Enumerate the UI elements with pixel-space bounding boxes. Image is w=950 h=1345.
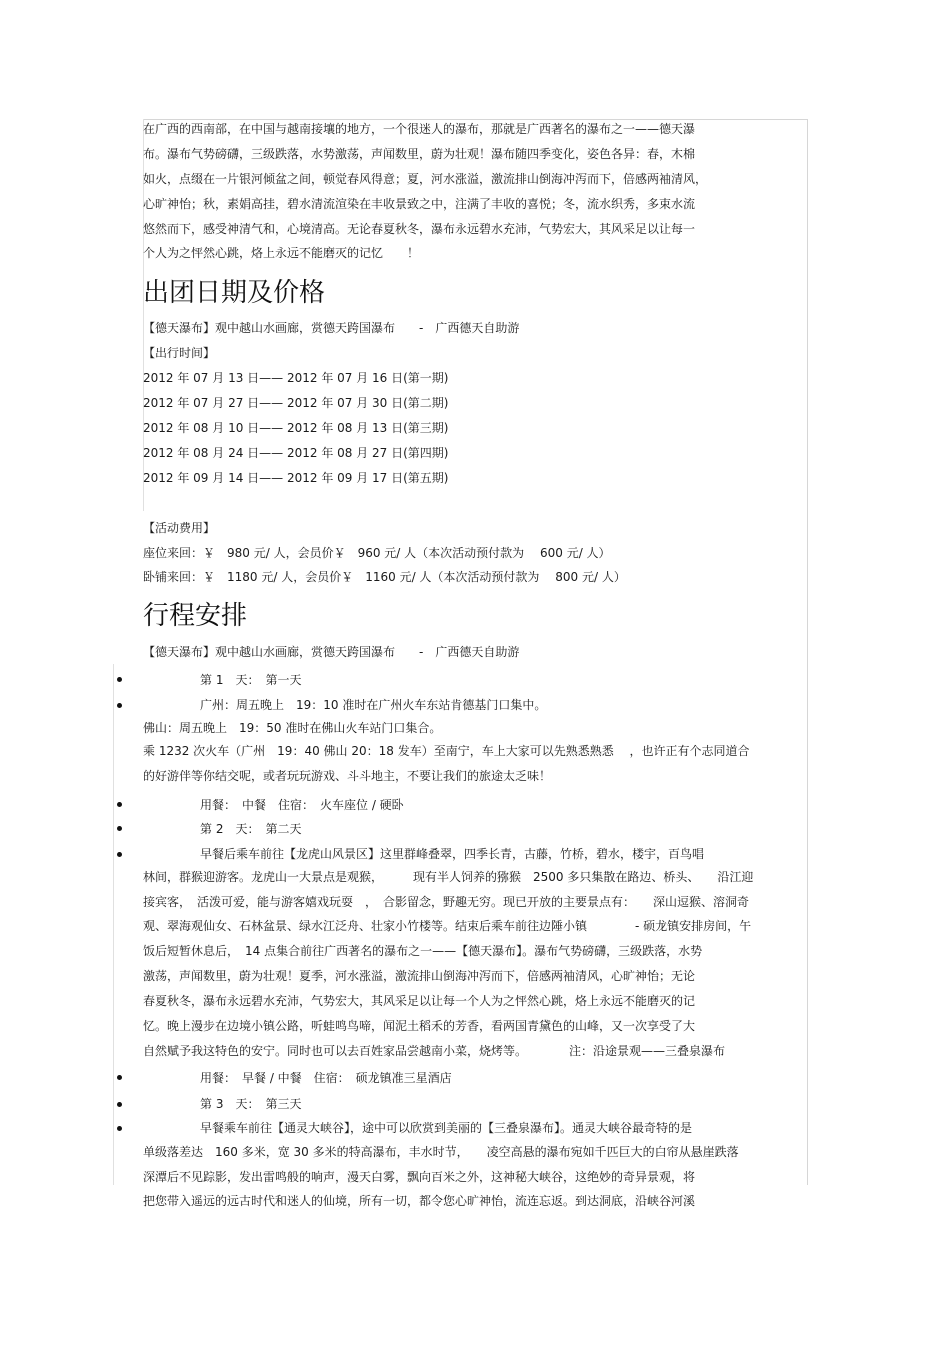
bullet-icon xyxy=(117,703,122,708)
fee-item: 座位来回：￥ 980 元/ 人，会员价￥ 960 元/ 人（本次活动预付款为 600 元/ 人） xyxy=(143,546,611,560)
date-item: 2012 年 07 月 27 日—— 2012 年 07 月 30 日(第二期) xyxy=(143,396,449,410)
tour-title: 【德天瀑布】观中越山水画廊，赏德天跨国瀑布 - 广西德天自助游 xyxy=(143,645,520,659)
day1-title: 第 1 天： 第一天 xyxy=(200,673,302,687)
bullet-icon xyxy=(117,1102,122,1107)
day2-title: 第 2 天： 第二天 xyxy=(200,822,302,836)
date-item: 2012 年 08 月 10 日—— 2012 年 08 月 13 日(第三期) xyxy=(143,421,449,435)
section-heading-dates-prices: 出团日期及价格 xyxy=(143,278,326,308)
day1-line: 乘 1232 次火车（广州 19：40 佛山 20：18 发车）至南宁，车上大家可以先熟悉熟悉 ，也许正有个志同道合 xyxy=(143,744,750,758)
day2-line: 饭后短暂休息后， 14 点集合前往广西著名的瀑布之一——【德天瀑布】。瀑布气势磅礴，三级跌落，水势 xyxy=(143,944,703,958)
day2-line: 激荡，声闻数里，蔚为壮观！夏季，河水涨溢，激流排山倒海冲泻而下，倍感两袖清风，心旷神怡；无论 xyxy=(143,969,696,983)
intro-line: 在广西的西南部，在中国与越南接壤的地方，一个很迷人的瀑布，那就是广西著名的瀑布之一——德天瀑 xyxy=(143,122,696,136)
day3-line: 把您带入遥远的远古时代和迷人的仙境，所有一切，都令您心旷神怡，流连忘返。到达洞底，沿峡谷河溪 xyxy=(143,1194,696,1208)
day3-line: 深潭后不见踪影，发出雷鸣般的响声，漫天白雾，飘向百米之外，这神秘大峡谷，这绝妙的奇异景观，将 xyxy=(143,1170,696,1184)
bullet-icon xyxy=(117,852,122,857)
day1-line: 的好游伴等你结交呢，或者玩玩游戏、斗斗地主，不要让我们的旅途太乏味！ xyxy=(143,769,552,783)
page-frame-right-border xyxy=(807,119,808,1185)
intro-line: 布。瀑布气势磅礴，三级跌落，水势激荡，声闻数里，蔚为壮观！瀑布随四季变化，姿色各异：春，木棉 xyxy=(143,147,696,161)
day2-line: 自然赋予我这特色的安宁。同时也可以去百姓家品尝越南小菜，烧烤等。 注：沿途景观——三叠泉瀑布 xyxy=(143,1044,726,1058)
date-item: 2012 年 07 月 13 日—— 2012 年 07 月 16 日(第一期) xyxy=(143,371,449,385)
day1-line: 佛山：周五晚上 19：50 准时在佛山火车站门口集合。 xyxy=(143,721,442,735)
dates-label: 【出行时间】 xyxy=(143,346,216,360)
day2-line: 春夏秋冬，瀑布永远碧水充沛，气势宏大，其风采足以让每一个人为之怦然心跳，烙上永远不能磨灭的记 xyxy=(143,994,696,1008)
day2-line: 早餐后乘车前往【龙虎山风景区】这里群峰叠翠，四季长青，古藤，竹桥，碧水，楼宇，百鸟唱 xyxy=(200,847,705,861)
bullet-icon xyxy=(117,677,122,682)
day2-line: 忆。晚上漫步在边境小镇公路，听蛙鸣鸟啼，闻泥土稻禾的芳香，看两国青黛色的山峰，又一次享受了大 xyxy=(143,1019,696,1033)
bullet-icon xyxy=(117,802,122,807)
bullet-icon xyxy=(117,1126,122,1131)
intro-line: 个人为之怦然心跳，烙上永远不能磨灭的记忆 ！ xyxy=(143,246,420,260)
bullet-icon xyxy=(117,1075,122,1080)
day3-line: 早餐乘车前往【通灵大峡谷】，途中可以欣赏到美丽的【三叠泉瀑布】。通灵大峡谷最奇特的是 xyxy=(200,1121,693,1135)
date-item: 2012 年 09 月 14 日—— 2012 年 09 月 17 日(第五期) xyxy=(143,471,449,485)
day2-meal-lodging: 用餐： 早餐 / 中餐 住宿： 硕龙镇准三星酒店 xyxy=(200,1071,452,1085)
day2-line: 观、翠海观仙女、石林盆景、绿水江泛舟、壮家小竹楼等。结束后乘车前往边陲小镇 - 硕龙镇安排房间，午 xyxy=(143,919,752,933)
day2-line: 接宾客， 活泼可爱，能与游客嬉戏玩耍 ， 合影留念，野趣无穷。现已开放的主要景点有： 深山逗猴、溶洞奇 xyxy=(143,895,750,909)
fees-label: 【活动费用】 xyxy=(143,521,216,535)
section-heading-itinerary: 行程安排 xyxy=(143,601,248,631)
date-item: 2012 年 08 月 24 日—— 2012 年 08 月 27 日(第四期) xyxy=(143,446,449,460)
page-frame-top-border xyxy=(143,119,808,120)
intro-line: 心旷神怡；秋，素娟高挂，碧水清流渲染在丰收景致之中，注满了丰收的喜悦；冬，流水织秀，多束水流 xyxy=(143,197,696,211)
bullet-icon xyxy=(117,826,122,831)
day3-title: 第 3 天： 第三天 xyxy=(200,1097,302,1111)
tour-title: 【德天瀑布】观中越山水画廊，赏德天跨国瀑布 - 广西德天自助游 xyxy=(143,321,520,335)
list-frame-left-border xyxy=(113,664,114,1185)
day1-meal-lodging: 用餐： 中餐 住宿： 火车座位 / 硬卧 xyxy=(200,798,404,812)
day3-line: 单级落差达 160 多米，宽 30 多米的特高瀑布，丰水时节， 凌空高悬的瀑布宛如千匹巨大的白帘从悬崖跌落 xyxy=(143,1145,739,1159)
fee-item: 卧铺来回：￥ 1180 元/ 人，会员价￥ 1160 元/ 人（本次活动预付款为 800 元/ 人） xyxy=(143,570,626,584)
intro-line: 悠然而下，感受神清气和，心境清高。无论春夏秋冬，瀑布永远碧水充沛，气势宏大，其风采足以让每一 xyxy=(143,222,696,236)
intro-line: 如火，点缀在一片银河倾盆之间，顿觉春风得意；夏，河水涨溢，激流排山倒海冲泻而下，倍感两袖清风， xyxy=(143,172,708,186)
day1-line: 广州：周五晚上 19：10 准时在广州火车东站肯德基门口集中。 xyxy=(200,698,547,712)
day2-line: 林间，群猴迎游客。龙虎山一大景点是观猴， 现有半人饲养的猕猴 2500 多只集散在路边、桥头、 沿江迎 xyxy=(143,870,754,884)
